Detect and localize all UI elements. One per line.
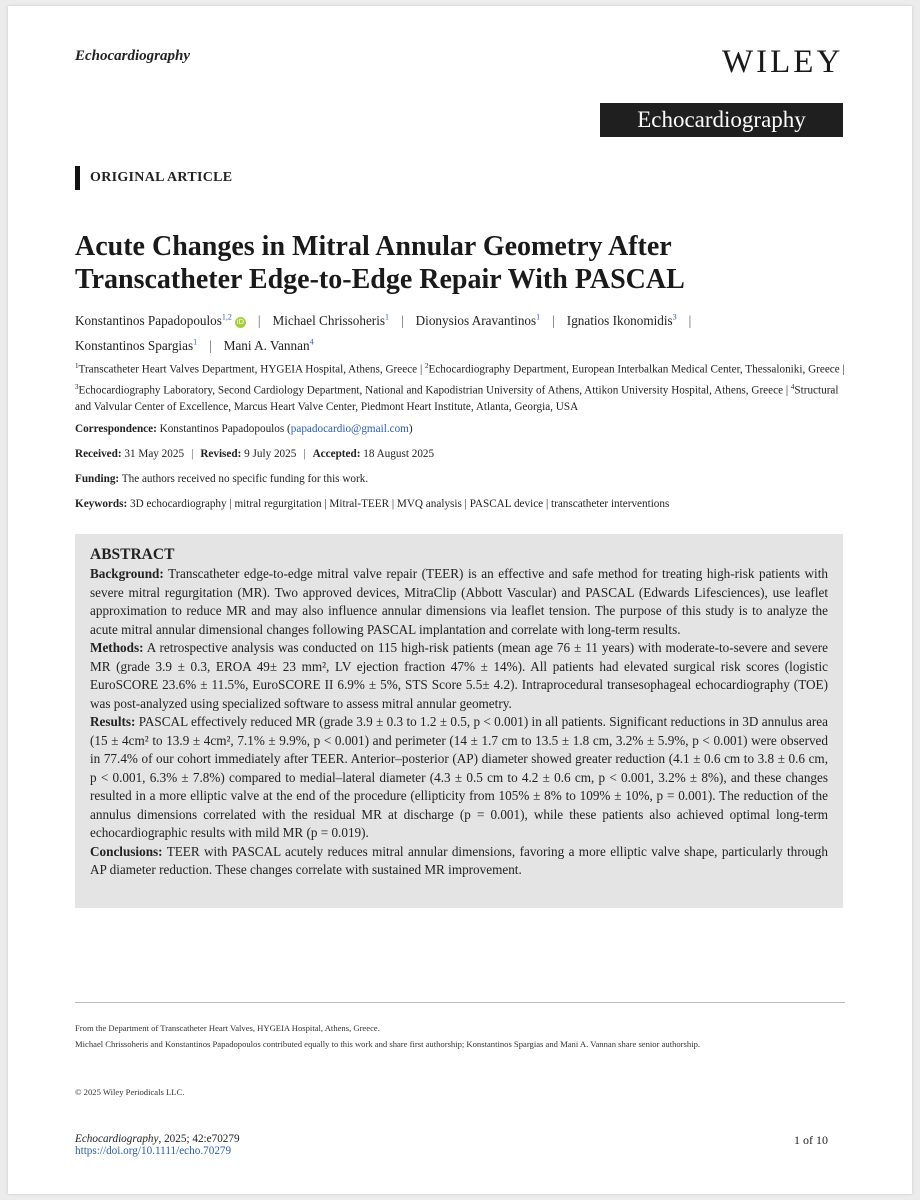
running-journal-name: Echocardiography	[75, 48, 191, 64]
correspondence: Correspondence: Konstantinos Papadopoulos (papadocardio@gmail.com)	[75, 423, 413, 435]
author[interactable]: Mani A. Vannan$^4$	[223, 337, 314, 353]
affiliations: $^1$Transcatheter Heart Valves Department, HYGEIA Hospital, Athens, Greece | $^2$Echocardiography Department, European Interbalkan Medical Center, Thessaloniki, Greece | $^3$Echocardiography Laboratory, Second Cardiology Department, National and Kapodistrian University of Athens, Attikon University Hospital, Athens, Greece | $^4$Structural and Valvular Center of Excellence, Marcus Heart Valve Center, Piedmont Heart Institute, Atlanta, Georgia, USA	[75, 362, 845, 414]
article-type	[75, 166, 232, 190]
author-list: Konstantinos Papadopoulos$^{1,2}$iD | Michael Chrissoheris$^1$ | Dionysios Aravantinos$^1$ | Ignatios Ikonomidis$^3$ | Konstantinos Spargias$^1$ | Mani A. Vannan$^4$	[75, 313, 692, 353]
orcid-icon[interactable]: iD	[236, 318, 245, 327]
copyright-notice: © 2025 Wiley Periodicals LLC.	[75, 1087, 185, 1097]
publisher-logo: WILEY	[722, 44, 844, 80]
author[interactable]: Dionysios Aravantinos$^1$	[415, 313, 541, 329]
article-type-label: ORIGINAL ARTICLE	[90, 170, 233, 185]
author[interactable]: Konstantinos Papadopoulos$^{1,2}$iD	[75, 313, 245, 329]
author[interactable]: Konstantinos Spargias$^1$	[75, 337, 198, 353]
article-page	[8, 6, 912, 1194]
footnote-divider	[75, 1002, 845, 1003]
doi-link[interactable]: https://doi.org/10.1111/echo.70279	[75, 1145, 232, 1157]
keywords: Keywords: 3D echocardiography | mitral regurgitation | Mitral-TEER | MVQ analysis | PASCAL device | transcatheter interventions	[75, 498, 670, 510]
footnote-authorship: Michael Chrissoheris and Konstantinos Papadopoulos contributed equally to this work and share first authorship; Konstantinos Spargias and Mani A. Vannan share senior authorship.	[75, 1039, 701, 1049]
abstract-box	[75, 534, 843, 908]
author[interactable]: Michael Chrissoheris$^1$	[272, 313, 389, 329]
author[interactable]: Ignatios Ikonomidis$^3$	[566, 313, 677, 329]
abstract-heading: ABSTRACT	[90, 546, 175, 563]
article-title: Acute Changes in Mitral Annular Geometry After Transcatheter Edge-to-Edge Repair With PASCAL	[75, 231, 685, 295]
abstract-conclusions: Conclusions: TEER with PASCAL acutely reduces mitral annular dimensions, favoring a more elliptic valve shape, particularly through AP diameter reduction. These changes correlate with sustained MR improvement.	[90, 843, 828, 877]
funding-statement: Funding: The authors received no specific funding for this work.	[75, 473, 369, 485]
journal-banner: Echocardiography	[600, 103, 843, 137]
footnote-department: From the Department of Transcatheter Heart Valves, HYGEIA Hospital, Athens, Greece.	[75, 1023, 380, 1033]
page-number: 1 of 10	[794, 1133, 828, 1147]
article-type-bar	[75, 166, 80, 190]
correspondence-email-link[interactable]: papadocardio@gmail.com	[290, 423, 409, 435]
abstract-background: Background: Transcatheter edge-to-edge mitral valve repair (TEER) is an effective and safe method for treating high-risk patients with severe mitral regurgitation (MR). Two approved devices, MitraClip (Abbott Vascular) and PASCAL (Edwards Lifesciences), use leaflet approximation to reduce MR and may also influence annular dimensions via leaflet tension. The purpose of this study is to analyze the acute mitral annular dimensional changes following PASCAL implantation and correlate with long-term results.	[90, 566, 828, 637]
abstract-results: Results: PASCAL effectively reduced MR (grade 3.9 ± 0.3 to 1.2 ± 0.5, p < 0.001) in all patients. Significant reductions in 3D annulus area (15 ± 4cm² to 13.9 ± 4cm², 7.1% ± 9.9%, p < 0.001) and perimeter (14 ± 1.7 cm to 13.5 ± 1.8 cm, 3.2% ± 5.9%, p < 0.001) were observed in 77.4% of our cohort immediately after TEER. Anterior–posterior (AP) diameter showed greater reduction (4.1 ± 0.6 cm to 3.8 ± 0.6 cm, p < 0.001, 6.3% ± 7.8%) compared to medial–lateral diameter (4.3 ± 0.5 cm to 4.2 ± 0.6 cm, p < 0.001, 3.2% ± 8%), and these changes resulted in a more elliptic valve at the end of the procedure (ellipticity from 105% ± 8% to 109% ± 10%, p = 0.001). The reduction of the annulus dimensions correlated with the residual MR at discharge (p = 0.001), while these patients also achieved optimal long-term echocardiographic results with mild MR (p = 0.019).	[90, 714, 829, 840]
article-dates: Received: 31 May 2025 | Revised: 9 July 2025 | Accepted: 18 August 2025	[75, 448, 435, 460]
citation: Echocardiography, 2025; 42:e70279 https://doi.org/10.1111/echo.70279	[75, 1133, 240, 1157]
abstract-methods: Methods: A retrospective analysis was conducted on 115 high-risk patients (mean age 76 ± 11 years) with moderate-to-severe and severe MR (grade 3.9 ± 0.3, EROA 49± 23 mm², LV ejection fraction 47% ± 14%). All patients had elevated surgical risk scores (logistic EuroSCORE 23.6% ± 11.5%, EuroSCORE II 6.9% ± 5%, STS Score 5.5± 4.2). Intraprocedural transesophageal echocardiography (TOE) was post-analyzed using specialized software to assess mitral annular geometry.	[90, 640, 828, 711]
